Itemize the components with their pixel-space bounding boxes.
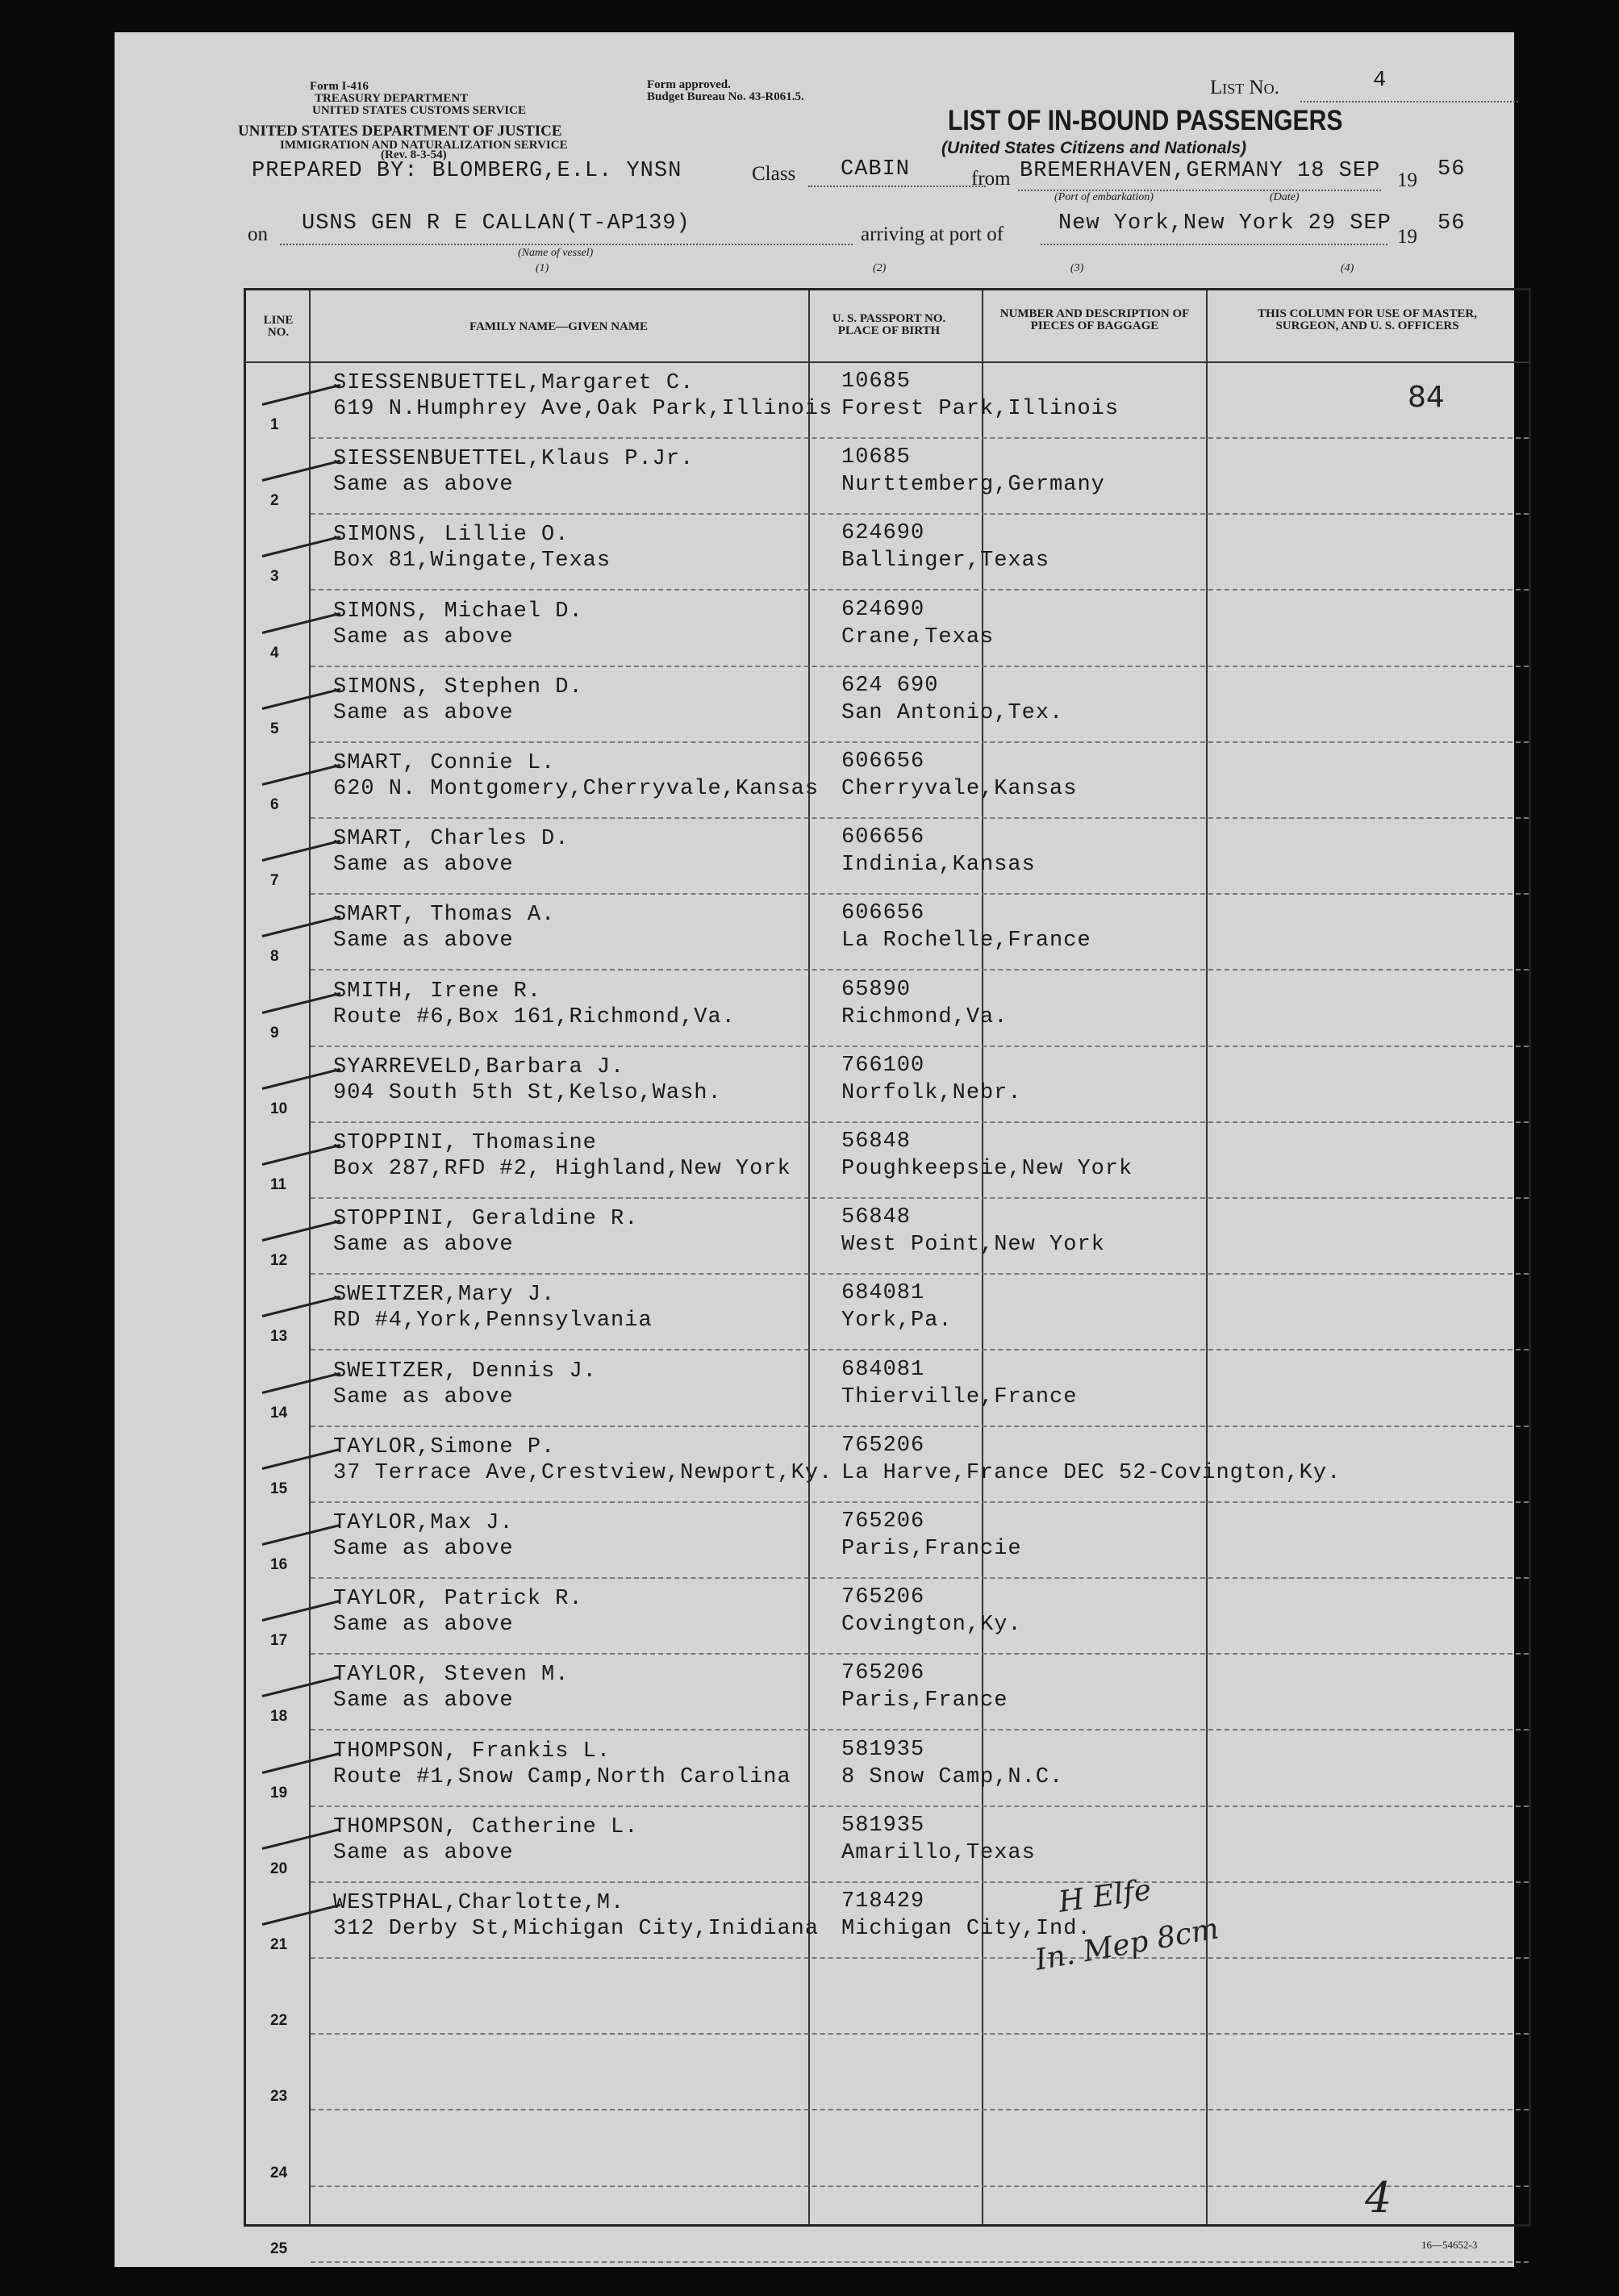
place-of-birth: York,Pa. bbox=[841, 1309, 953, 1334]
table-row bbox=[246, 895, 1529, 971]
table-row bbox=[246, 1807, 1529, 1883]
passport-number: 581935 bbox=[841, 1813, 925, 1838]
year-1: 56 bbox=[1437, 157, 1466, 182]
passport-number: 10685 bbox=[841, 445, 912, 470]
vessel-line bbox=[280, 244, 853, 245]
passenger-name: SWEITZER,Mary J. bbox=[333, 1283, 556, 1308]
passenger-address: Same as above bbox=[333, 929, 514, 954]
place-of-birth: Indinia,Kansas bbox=[841, 853, 1036, 878]
check-mark bbox=[262, 384, 341, 406]
check-mark bbox=[262, 1600, 341, 1622]
port-of-embarkation-caption: (Port of embarkation) bbox=[1054, 191, 1154, 203]
arrival-port: New York,New York 29 SEP bbox=[1058, 211, 1392, 236]
passport-number: 765206 bbox=[841, 1585, 925, 1610]
passenger-address: Box 81,Wingate,Texas bbox=[333, 549, 611, 574]
on-label: on bbox=[248, 223, 268, 245]
table-row bbox=[246, 743, 1529, 819]
check-mark bbox=[262, 991, 341, 1013]
table-row bbox=[246, 363, 1529, 439]
passenger-address: 620 N. Montgomery,Cherryvale,Kansas bbox=[333, 777, 820, 801]
column-number-4: (4) bbox=[1341, 262, 1354, 274]
line-number: 11 bbox=[270, 1176, 287, 1193]
table-row bbox=[246, 1503, 1529, 1579]
from-label: from bbox=[971, 168, 1011, 190]
check-mark bbox=[262, 688, 341, 710]
vessel-caption: (Name of vessel) bbox=[518, 247, 594, 259]
place-of-birth: La Rochelle,France bbox=[841, 929, 1091, 954]
line-number: 2 bbox=[270, 492, 279, 510]
place-of-birth: Paris,Francie bbox=[841, 1537, 1022, 1561]
place-of-birth: La Harve,France DEC 52-Covington,Ky. bbox=[841, 1460, 1342, 1485]
passenger-name: STOPPINI, Thomasine bbox=[333, 1131, 597, 1155]
check-mark bbox=[262, 1904, 341, 1926]
table-row bbox=[246, 591, 1529, 667]
place-of-birth: Covington,Ky. bbox=[841, 1613, 1022, 1638]
arriving-label: arriving at port of bbox=[861, 223, 1004, 245]
place-of-birth: San Antonio,Tex. bbox=[841, 700, 1064, 725]
place-of-birth: West Point,New York bbox=[841, 1233, 1105, 1258]
check-mark bbox=[262, 1524, 341, 1546]
place-of-birth: Crane,Texas bbox=[841, 624, 995, 649]
passport-number: 606656 bbox=[841, 749, 925, 774]
passenger-name: SIMONS, Michael D. bbox=[333, 599, 583, 624]
check-mark bbox=[262, 460, 341, 482]
passenger-name: SMITH, Irene R. bbox=[333, 979, 542, 1004]
line-number: 19 bbox=[270, 1784, 288, 1801]
header-baggage: NUMBER AND DESCRIPTION OF PIECES OF BAGGAGE bbox=[999, 307, 1190, 332]
line-number: 9 bbox=[270, 1024, 279, 1042]
table-row bbox=[246, 971, 1529, 1047]
line-number: 20 bbox=[270, 1860, 288, 1877]
passport-number: 624690 bbox=[841, 597, 925, 622]
passport-number: 606656 bbox=[841, 901, 925, 926]
passenger-address: 619 N.Humphrey Ave,Oak Park,Illinois bbox=[333, 397, 833, 421]
date-caption: (Date) bbox=[1270, 191, 1300, 203]
passenger-name: SIMONS, Lillie O. bbox=[333, 523, 570, 548]
header-passport: U. S. PASSPORT NO. PLACE OF BIRTH bbox=[832, 312, 946, 337]
line-number: 23 bbox=[270, 2088, 288, 2106]
header-line-no: LINE NO. bbox=[263, 314, 294, 339]
footer-code: 16—54652-3 bbox=[1421, 2239, 1478, 2251]
passenger-address: Route #1,Snow Camp,North Carolina bbox=[333, 1764, 791, 1789]
passenger-address: 37 Terrace Ave,Crestview,Newport,Ky. bbox=[333, 1460, 833, 1485]
officer-signature: H Elfe bbox=[1056, 1873, 1154, 1919]
passenger-address: Same as above bbox=[333, 1537, 514, 1561]
class-value: CABIN bbox=[841, 157, 911, 182]
list-no-value: 4 bbox=[1373, 69, 1387, 93]
list-no-label: List No. bbox=[1210, 77, 1279, 98]
passenger-name: TAYLOR,Max J. bbox=[333, 1511, 514, 1535]
check-mark bbox=[262, 1144, 341, 1166]
arrival-line bbox=[1041, 244, 1387, 245]
passenger-address: 904 South 5th St,Kelso,Wash. bbox=[333, 1080, 722, 1105]
passenger-name: SWEITZER, Dennis J. bbox=[333, 1359, 597, 1384]
passenger-name: WESTPHAL,Charlotte,M. bbox=[333, 1891, 625, 1915]
line-number: 24 bbox=[270, 2164, 288, 2181]
passenger-name: THOMPSON, Frankis L. bbox=[333, 1739, 611, 1764]
table-row bbox=[246, 819, 1529, 895]
passport-number: 10685 bbox=[841, 369, 912, 394]
place-of-birth: Richmond,Va. bbox=[841, 1004, 1008, 1029]
check-mark bbox=[262, 1220, 341, 1242]
check-mark bbox=[262, 612, 341, 633]
line-number: 14 bbox=[270, 1404, 288, 1421]
table-row bbox=[246, 1655, 1529, 1730]
year-prefix-2: 19 bbox=[1397, 226, 1417, 248]
passport-number: 684081 bbox=[841, 1357, 925, 1382]
passenger-name: TAYLOR,Simone P. bbox=[333, 1434, 556, 1459]
customs-service: UNITED STATES CUSTOMS SERVICE bbox=[312, 104, 526, 117]
line-number: 13 bbox=[270, 1328, 288, 1346]
class-label: Class bbox=[752, 163, 796, 185]
passport-number: 766100 bbox=[841, 1053, 925, 1078]
passenger-name: SIESSENBUETTEL,Klaus P.Jr. bbox=[333, 447, 695, 472]
passport-number: 765206 bbox=[841, 1509, 925, 1534]
list-no-line bbox=[1300, 101, 1518, 102]
place-of-birth: Amarillo,Texas bbox=[841, 1840, 1036, 1865]
check-mark bbox=[262, 840, 341, 862]
passport-number: 765206 bbox=[841, 1661, 925, 1686]
passenger-name: SIESSENBUETTEL,Margaret C. bbox=[333, 371, 695, 395]
passport-number: 624 690 bbox=[841, 673, 939, 698]
place-of-birth: Michigan City,Ind. bbox=[841, 1917, 1091, 1941]
passenger-address: Same as above bbox=[333, 1689, 514, 1714]
passenger-name: SMART, Connie L. bbox=[333, 751, 556, 775]
passport-number: 718429 bbox=[841, 1889, 925, 1914]
line-number: 12 bbox=[270, 1252, 288, 1270]
vessel-name: USNS GEN R E CALLAN(T-AP139) bbox=[302, 211, 691, 236]
column-number-3: (3) bbox=[1070, 262, 1084, 274]
passport-number: 624690 bbox=[841, 521, 925, 546]
check-mark bbox=[262, 1068, 341, 1090]
table-row bbox=[246, 1731, 1529, 1807]
check-mark bbox=[262, 1448, 341, 1470]
check-mark bbox=[262, 916, 341, 937]
form-number: Form I-416 bbox=[310, 80, 369, 93]
manifest-page bbox=[115, 32, 1514, 2267]
table-row bbox=[246, 1427, 1529, 1503]
line-number: 5 bbox=[270, 720, 279, 737]
passenger-name: STOPPINI, Geraldine R. bbox=[333, 1207, 639, 1232]
line-number: 10 bbox=[270, 1100, 288, 1117]
place-of-birth: Forest Park,Illinois bbox=[841, 397, 1120, 421]
passenger-address: Same as above bbox=[333, 1233, 514, 1258]
table-row bbox=[246, 1579, 1529, 1655]
line-number: 22 bbox=[270, 2012, 288, 2030]
check-mark bbox=[262, 1676, 341, 1697]
passenger-address: Same as above bbox=[333, 853, 514, 878]
place-of-birth: Thierville,France bbox=[841, 1384, 1078, 1409]
passport-number: 684081 bbox=[841, 1281, 925, 1306]
passenger-address: Same as above bbox=[333, 1384, 514, 1409]
header-officers: THIS COLUMN FOR USE OF MASTER, SURGEON, AND U. S. OFFICERS bbox=[1258, 307, 1477, 332]
treasury-dept: TREASURY DEPARTMENT bbox=[315, 92, 469, 105]
table-row bbox=[246, 667, 1529, 743]
budget-bureau: Budget Bureau No. 43-R061.5. bbox=[647, 90, 804, 103]
passenger-address: Same as above bbox=[333, 1613, 514, 1638]
passenger-name: SYARREVELD,Barbara J. bbox=[333, 1054, 625, 1079]
form-title: LIST OF IN-BOUND PASSENGERS bbox=[948, 105, 1343, 136]
table-row bbox=[246, 1883, 1529, 1959]
line-number: 18 bbox=[270, 1708, 288, 1726]
column-number-1: (1) bbox=[536, 262, 549, 274]
line-number: 4 bbox=[270, 644, 279, 662]
passenger-address: Same as above bbox=[333, 700, 514, 725]
passport-number: 765206 bbox=[841, 1433, 925, 1458]
passenger-name: SMART, Charles D. bbox=[333, 827, 570, 852]
line-number: 6 bbox=[270, 796, 279, 813]
revision-date: (Rev. 8-3-54) bbox=[381, 148, 447, 161]
passenger-name: TAYLOR, Steven M. bbox=[333, 1663, 570, 1688]
line-number: 7 bbox=[270, 872, 279, 890]
table-row bbox=[246, 1275, 1529, 1350]
form-subtitle: (United States Citizens and Nationals) bbox=[941, 139, 1247, 157]
line-number: 21 bbox=[270, 1936, 288, 1953]
place-of-birth: 8 Snow Camp,N.C. bbox=[841, 1764, 1064, 1789]
table-row bbox=[246, 1047, 1529, 1123]
place-of-birth: Poughkeepsie,New York bbox=[841, 1157, 1133, 1181]
place-of-birth: Ballinger,Texas bbox=[841, 549, 1050, 574]
form-approved: Form approved. bbox=[647, 78, 731, 91]
table-row bbox=[246, 2035, 1529, 2110]
line-number: 15 bbox=[270, 1480, 288, 1497]
passenger-address: Route #6,Box 161,Richmond,Va. bbox=[333, 1004, 736, 1029]
passenger-address: RD #4,York,Pennsylvania bbox=[333, 1309, 653, 1334]
passenger-name: THOMPSON, Catherine L. bbox=[333, 1814, 639, 1839]
passenger-address: 312 Derby St,Michigan City,Inidiana bbox=[333, 1917, 820, 1941]
ins-service: IMMIGRATION AND NATURALIZATION SERVICE bbox=[280, 139, 568, 152]
check-mark bbox=[262, 1828, 341, 1850]
passport-number: 581935 bbox=[841, 1737, 925, 1762]
passenger-address: Same as above bbox=[333, 473, 514, 498]
check-mark bbox=[262, 536, 341, 557]
check-mark bbox=[262, 1296, 341, 1317]
officer-note: 84 bbox=[1408, 381, 1445, 414]
passport-number: 606656 bbox=[841, 825, 925, 850]
passport-number: 56848 bbox=[841, 1205, 912, 1230]
table-row bbox=[246, 515, 1529, 591]
prepared-by: PREPARED BY: BLOMBERG,E.L. YNSN bbox=[252, 159, 682, 183]
header-name: FAMILY NAME—GIVEN NAME bbox=[469, 320, 649, 333]
passenger-address: Box 287,RFD #2, Highland,New York bbox=[333, 1157, 791, 1181]
passenger-name: SIMONS, Stephen D. bbox=[333, 674, 583, 699]
row-separator bbox=[311, 2261, 1529, 2263]
place-of-birth: Paris,France bbox=[841, 1689, 1008, 1714]
place-of-birth: Norfolk,Nebr. bbox=[841, 1080, 1022, 1105]
check-mark bbox=[262, 764, 341, 786]
year-2: 56 bbox=[1437, 211, 1466, 236]
passenger-name: SMART, Thomas A. bbox=[333, 903, 556, 928]
line-number: 8 bbox=[270, 948, 279, 966]
justice-dept: UNITED STATES DEPARTMENT OF JUSTICE bbox=[238, 123, 562, 140]
table-row bbox=[246, 439, 1529, 515]
table-row bbox=[246, 2111, 1529, 2187]
class-line bbox=[808, 186, 986, 187]
corner-mark: 4 bbox=[1365, 2174, 1392, 2223]
place-of-birth: Nurttemberg,Germany bbox=[841, 473, 1105, 498]
place-of-birth: Cherryvale,Kansas bbox=[841, 777, 1078, 801]
passport-number: 65890 bbox=[841, 977, 912, 1002]
table-row bbox=[246, 1123, 1529, 1199]
passenger-name: TAYLOR, Patrick R. bbox=[333, 1587, 583, 1612]
column-number-2: (2) bbox=[873, 262, 887, 274]
check-mark bbox=[262, 1751, 341, 1773]
table-row bbox=[246, 1351, 1529, 1427]
officer-initials: In. Mep 8cm bbox=[1033, 1912, 1221, 1977]
line-number: 3 bbox=[270, 568, 279, 586]
line-number: 17 bbox=[270, 1632, 288, 1650]
table-row bbox=[246, 1199, 1529, 1275]
check-mark bbox=[262, 1371, 341, 1393]
passenger-address: Same as above bbox=[333, 624, 514, 649]
line-number: 1 bbox=[270, 416, 279, 433]
table-row bbox=[246, 1959, 1529, 2035]
table-row bbox=[246, 2187, 1529, 2263]
line-number: 25 bbox=[270, 2240, 288, 2257]
passenger-address: Same as above bbox=[333, 1840, 514, 1865]
line-number: 16 bbox=[270, 1556, 288, 1573]
year-prefix-1: 19 bbox=[1397, 169, 1417, 191]
passport-number: 56848 bbox=[841, 1129, 912, 1154]
embarkation-port: BREMERHAVEN,GERMANY 18 SEP bbox=[1020, 159, 1381, 183]
